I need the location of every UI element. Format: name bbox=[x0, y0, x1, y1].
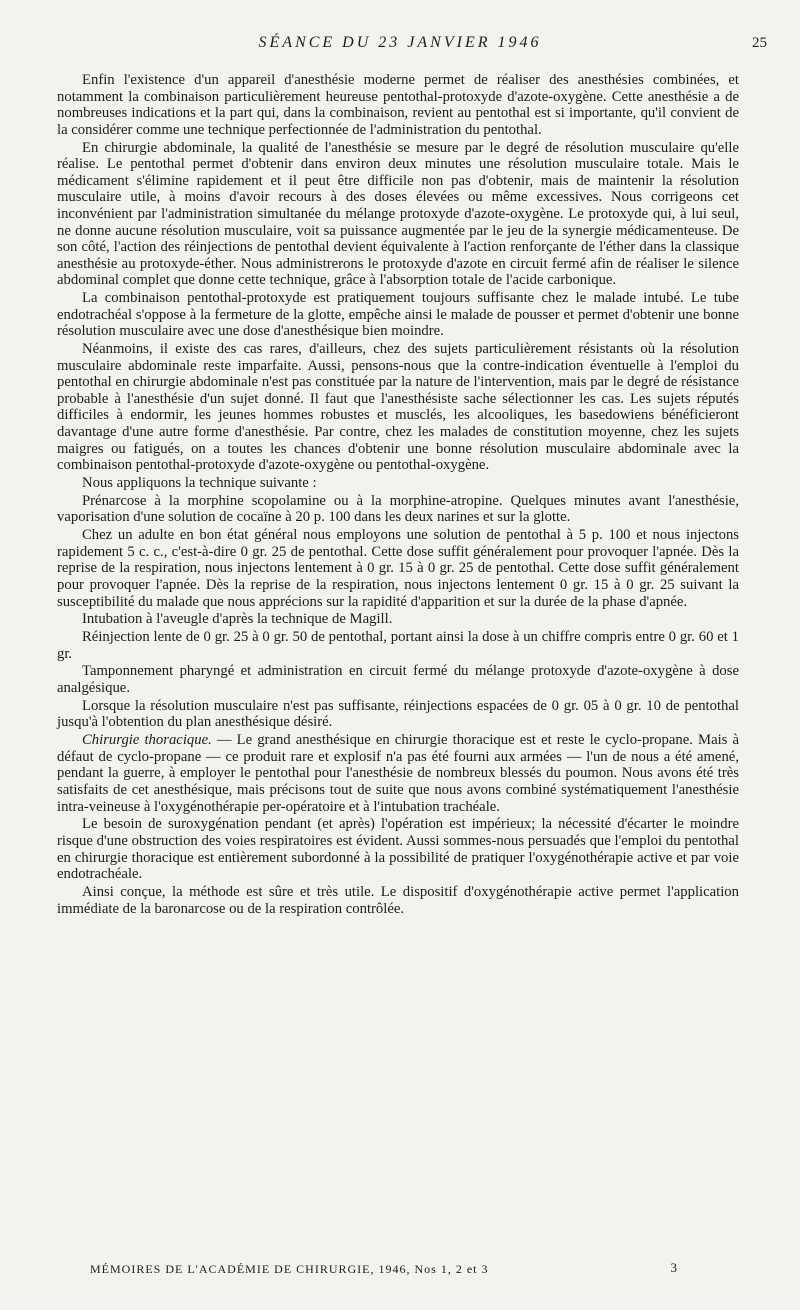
running-title: SÉANCE DU 23 JANVIER 1946 bbox=[258, 34, 542, 51]
section-heading: Chirurgie thoracique. bbox=[82, 732, 212, 749]
paragraph bbox=[57, 884, 739, 917]
paragraph-text: Ainsi conçue, la méthode est sûre et très utile. Le dispositif d'oxygénothérapie active permet l'application immédiate de la baronarcose ou de la respiration contrôlée. bbox=[57, 883, 739, 917]
paragraph-text: Réinjection lente de 0 gr. 25 à 0 gr. 50 de pentothal, portant ainsi la dose à un chiffre compris entre 0 gr. 60 et 1 gr. bbox=[57, 629, 739, 662]
paragraph-text: En chirurgie abdominale, la qualité de l'anesthésie se mesure par le degré de résolution musculaire qu'elle réalise. Le pentothal permet d'obtenir dans environ deux minutes une résolution musculaire totale. Mais le médicament s'élimine rapidement et il peut être difficile non pas d'obtenir, mais de maintenir la résolution musculaire utile, à moins d'avoir recours à des doses élevées ou même excessives. Nous corrigeons cet inconvénient par l'administration simultanée du mélange protoxyde d'azote-oxygène. Le protoxyde qui, à lui seul, ne donne aucune résolution musculaire, voit sa puissance augmentée par le jeu de la synergie médicamenteuse. De son côté, l'action des réinjections de pentothal devient équivalente à l'action renforçante de l'éther dans la classique anesthésie au protoxyde-éther. Nous administrerons le protoxyde d'azote en circuit fermé afin de réaliser le silence abdominal complet que donne cette technique, grâce à l'absorption totale de l'acide carbonique. bbox=[57, 139, 739, 289]
paragraph-text: Lorsque la résolution musculaire n'est pas suffisante, réinjections espacées de 0 gr. 05 à 0 gr. 10 de pentothal jusqu'à l'obtention du plan anesthésique désiré. bbox=[57, 697, 739, 731]
page-number: 25 bbox=[752, 35, 767, 51]
paragraph bbox=[57, 732, 739, 815]
paragraph-text: Tamponnement pharyngé et administration en circuit fermé du mélange protoxyde d'azote-oxygène à dose analgésique. bbox=[57, 663, 739, 697]
paragraph bbox=[57, 611, 739, 628]
paragraph bbox=[57, 629, 739, 662]
paragraph bbox=[57, 816, 739, 882]
page-footer bbox=[90, 1262, 690, 1282]
journal-citation: MÉMOIRES DE L'ACADÉMIE DE CHIRURGIE, 1946, Nos 1, 2 et 3 bbox=[90, 1262, 489, 1276]
paragraph bbox=[57, 493, 739, 526]
page-header bbox=[0, 34, 800, 58]
paragraph-text: Le besoin de suroxygénation pendant (et après) l'opération est impérieux; la nécessité d'écarter le moindre risque d'une obstruction des voies respiratoires est évident. Aussi sommes-nous persuadés que l'emploi du pentothal en chirurgie thoracique est entièrement subordonné à la possibilité de pratiquer l'oxygénothérapie active et par voie endotrachéale. bbox=[57, 816, 739, 883]
paragraph-text: Enfin l'existence d'un appareil d'anesthésie moderne permet de réaliser des anesthésies combinées, et notamment la combinaison particulièrement heureuse pentothal-protoxyde d'azote-oxygène. Cette anesthésie a de nombreuses indications et la part qui, dans la combinaison, revient au pentothal est si importante, qu'il convient de la considérer comme une technique perfectionnée de l'administration du pentothal. bbox=[57, 72, 739, 138]
paragraph bbox=[57, 140, 739, 289]
paragraph-text: — Le grand anesthésique en chirurgie thoracique est et reste le cyclo-propane. Mais à défaut de cyclo-propane — ce produit rare et explosif n'a pas été fourni aux armées — l'un de nous a été amené, pendant la guerre, à employer le pentothal pour l'anesthésie de nombreux blessés du poumon. Nous avons été très satisfaits de cet anesthésique, mais précisons tout de suite que nous avons combiné systématiquement l'anesthésie intra-veineuse à l'oxygénothérapie per-opératoire et à l'intubation trachéale. bbox=[57, 732, 739, 815]
paragraph-text: Intubation à l'aveugle d'après la technique de Magill. bbox=[82, 611, 393, 628]
paragraph-text: La combinaison pentothal-protoxyde est pratiquement toujours suffisante chez le malade intubé. Le tube endotrachéal s'oppose à la fermeture de la glotte, empêche ainsi le malade de pousser et permet d'obtenir une bonne résolution musculaire avec une dose d'anesthésique bien moindre. bbox=[57, 290, 739, 340]
paragraph bbox=[57, 527, 739, 610]
body-text bbox=[57, 72, 739, 918]
paragraph-text: Néanmoins, il existe des cas rares, d'ailleurs, chez des sujets particulièrement résistants où la résolution musculaire abdominale reste imparfaite. Aussi, pensons-nous que la contre-indication éventuelle à l'emploi du pentothal en chirurgie abdominale n'est pas constituée par la nature de l'intervention, mais par le degré de résistance probable à l'anesthésie d'un sujet donné. Il faut que l'anesthésiste sache sélectionner les cas. Les sujets réputés difficiles à endormir, les jeunes hommes robustes et musclés, les alcooliques, les basedowiens bénéficieront davantage d'une autre forme d'anesthésie. Par contre, chez les malades de constitution moyenne, chez les sujets maigres ou fatigués, on a toutes les chances d'obtenir une bonne résolution musculaire abdominale avec la combinaison pentothal-protoxyde d'azote-oxygène ou pentothal-oxygène. bbox=[57, 341, 739, 474]
paragraph bbox=[57, 698, 739, 731]
paragraph bbox=[57, 663, 739, 696]
signature-mark: 3 bbox=[670, 1260, 678, 1275]
paragraph-text: Prénarcose à la morphine scopolamine ou à la morphine-atropine. Quelques minutes avant l'anesthésie, vaporisation d'une solution de cocaïne à 20 p. 100 dans les deux narines et sur la glotte. bbox=[57, 492, 739, 526]
paragraph bbox=[57, 290, 739, 340]
paragraph bbox=[57, 341, 739, 474]
paragraph-text: Chez un adulte en bon état général nous employons une solution de pentothal à 5 p. 100 et nous injectons rapidement 5 c. c., c'est-à-dire 0 gr. 25 de pentothal. Cette dose suffit généralement pour provoquer l'apnée. Dès la reprise de la respiration, nous injectons lentement à 0 gr. 15 à 0 gr. 25 de pentothal. Cette dose suffit généralement pour provoquer l'apnée. Dès la reprise de la respiration, nous injectons lentement 0 gr. 15 à 0 gr. 25 suivant la susceptibilité du malade que nous apprécions sur la rapidité d'apparition et sur la durée de la phase d'apnée. bbox=[57, 527, 739, 610]
paragraph bbox=[57, 72, 739, 138]
paragraph bbox=[57, 475, 739, 492]
paragraph-text: Nous appliquons la technique suivante : bbox=[82, 475, 317, 491]
